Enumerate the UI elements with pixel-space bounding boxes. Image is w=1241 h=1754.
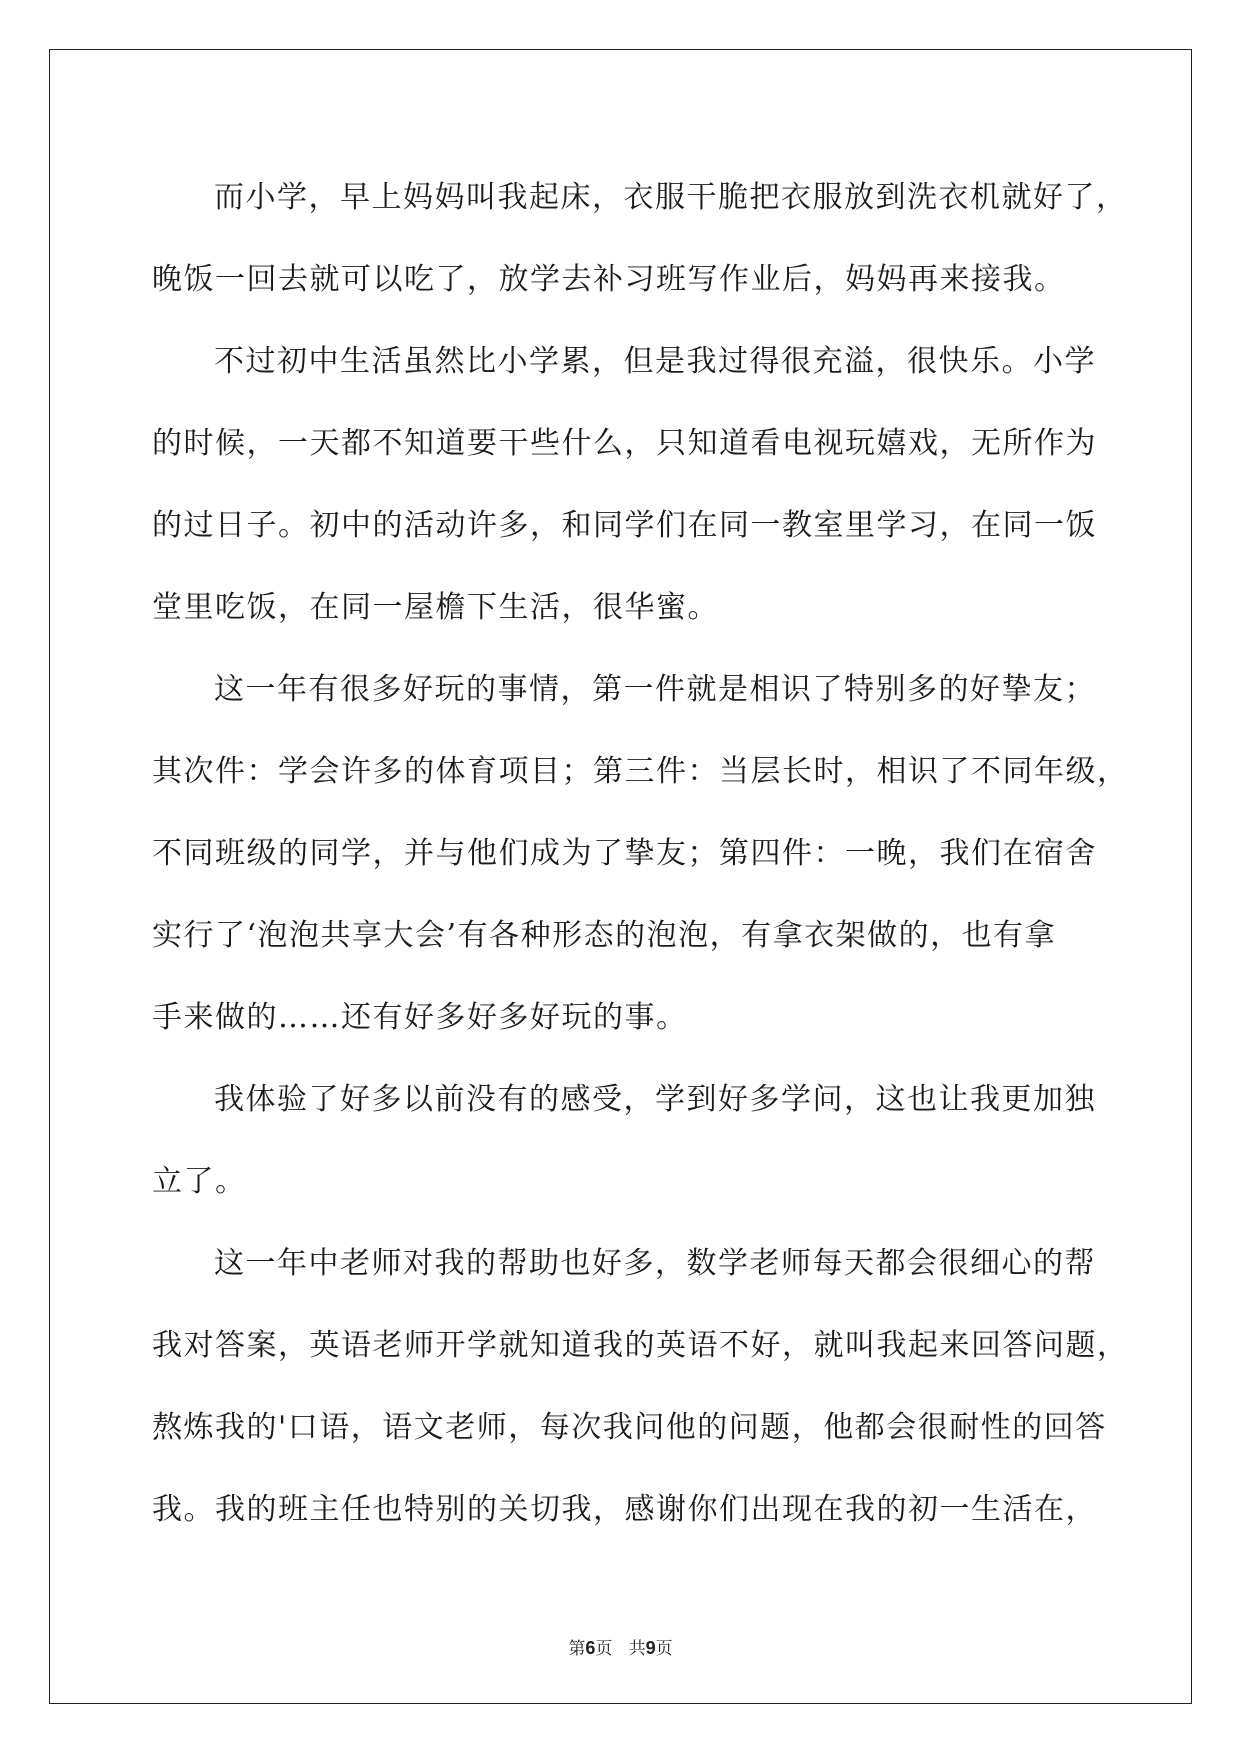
text-line: 这一年有很多好玩的事情，第一件就是相识了特别多的好挚友； (214, 672, 1096, 707)
page-footer (0, 1634, 1241, 1659)
footer-prefix: 第 (568, 1639, 586, 1659)
footer-page-unit: 页 (595, 1639, 613, 1659)
text-line: 我对答案，英语老师开学就知道我的英语不好，就叫我起来回答问题， (152, 1328, 1129, 1363)
text-line: 不过初中生活虽然比小学累，但是我过得很充溢，很快乐。小学 (214, 344, 1096, 379)
text-line: 手来做的……还有好多好多好玩的事。 (152, 1000, 688, 1035)
text-line: 这一年中老师对我的帮助也好多，数学老师每天都会很细心的帮 (214, 1246, 1096, 1281)
text-line: 不同班级的同学，并与他们成为了挚友；第四件：一晚，我们在宿舍 (152, 836, 1097, 871)
text-line: 的时候，一天都不知道要干些什么，只知道看电视玩嬉戏，无所作为 (152, 426, 1097, 461)
current-page-number: 6 (585, 1638, 596, 1658)
total-page-number: 9 (645, 1638, 656, 1658)
text-line: 堂里吃饭，在同一屋檐下生活，很华蜜。 (152, 590, 719, 625)
text-line: 而小学，早上妈妈叫我起床，衣服干脆把衣服放到洗衣机就好了， (214, 180, 1128, 215)
footer-total-unit: 页 (655, 1639, 673, 1659)
text-line: 其次件：学会许多的体育项目；第三件：当层长时，相识了不同年级， (152, 754, 1129, 789)
text-line: 的过日子。初中的活动许多，和同学们在同一教室里学习，在同一饭 (152, 508, 1097, 543)
text-line: 晚饭一回去就可以吃了，放学去补习班写作业后，妈妈再来接我。 (152, 262, 1066, 297)
text-line: 实行了‘泡泡共享大会’有各种形态的泡泡，有拿衣架做的，也有拿 (152, 918, 1057, 953)
text-line: 熬炼我的'口语，语文老师，每次我问他的问题，他都会很耐性的回答 (152, 1410, 1107, 1445)
document-body (152, 157, 1129, 1551)
text-line: 我。我的班主任也特别的关切我，感谢你们出现在我的初一生活在， (152, 1492, 1097, 1527)
text-line: 我体验了好多以前没有的感受，学到好多学问，这也让我更加独 (214, 1082, 1096, 1117)
footer-total-prefix: 共 (628, 1639, 646, 1659)
text-line: 立了。 (152, 1164, 247, 1199)
